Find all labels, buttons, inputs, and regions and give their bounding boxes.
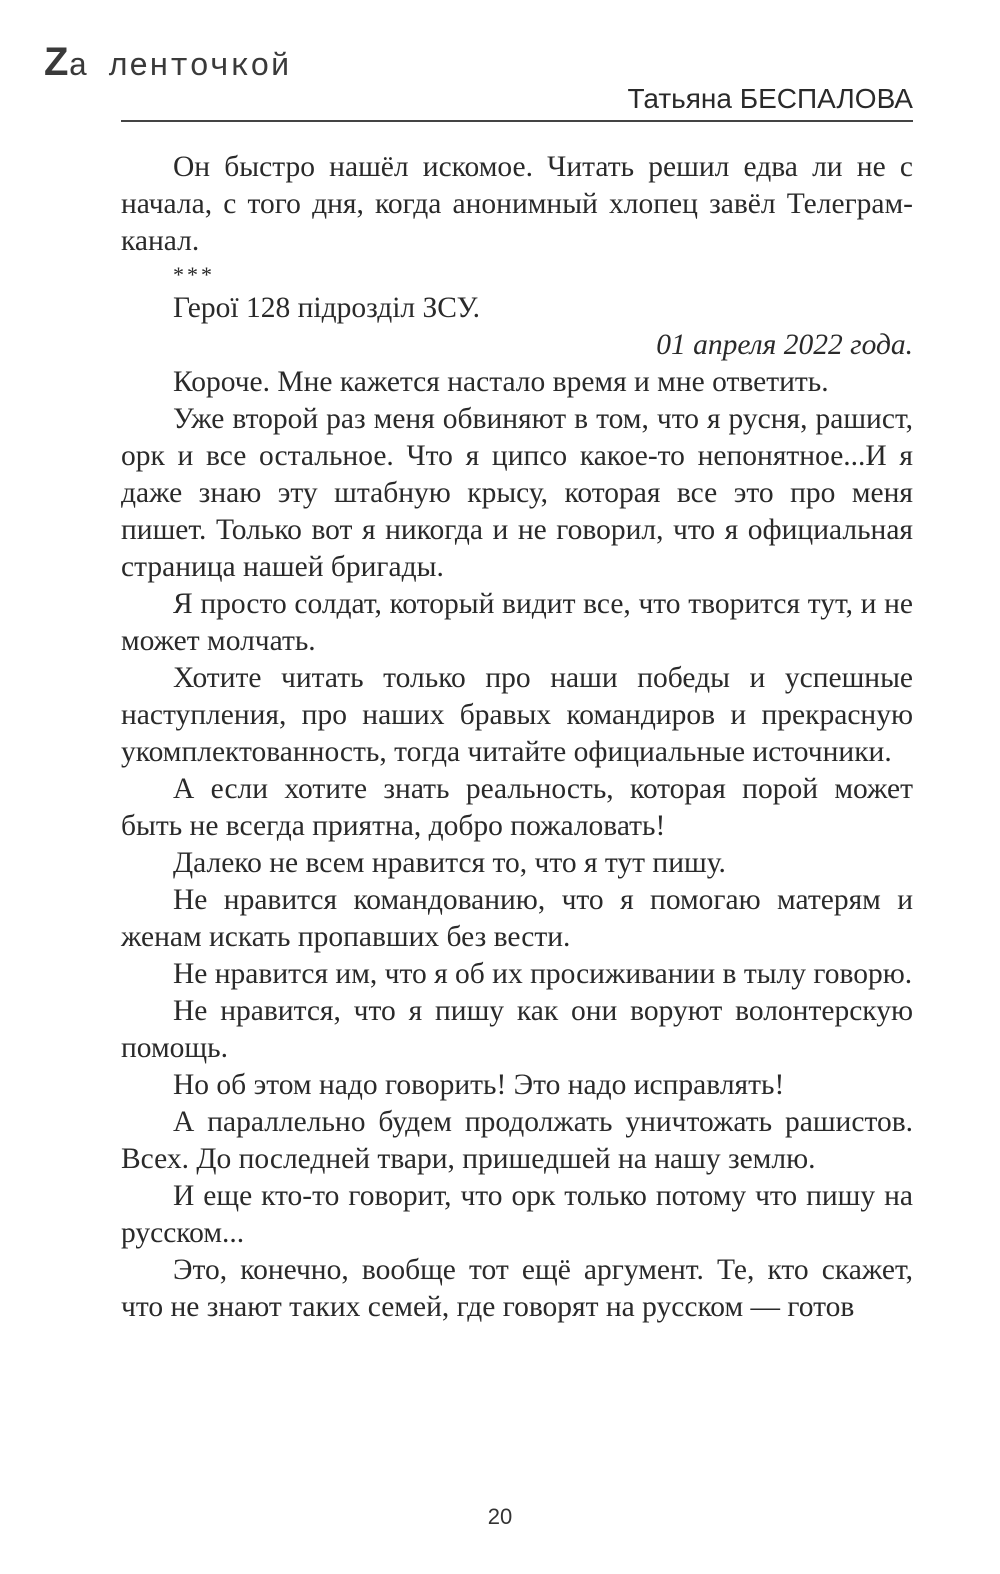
- body-paragraph: Не нравится командованию, что я помогаю матерям и женам искать пропавших без вести.: [121, 884, 913, 953]
- body-paragraph: Это, конечно, вообще тот ещё аргумент. Те, кто скажет, что не знают таких семей, где говорят на русском — готов: [121, 1254, 913, 1323]
- post-title: Герої 128 підрозділ ЗСУ.: [173, 292, 481, 324]
- body-paragraph: Уже второй раз меня обвиняют в том, что я русня, рашист, орк и все остальное. Что я ципсо какое-то непонятное...И я даже знаю эту штабную крысу, которая все это про меня пишет. Только вот я никогда и не говорил, что я официальная страница нашей бригады.: [121, 403, 913, 583]
- page-body: [121, 149, 913, 1326]
- running-title: [44, 40, 291, 85]
- body-paragraph: А параллельно будем продолжать уничтожать рашистов. Всех. До последней твари, пришедшей на нашу землю.: [121, 1106, 913, 1175]
- running-title-rest: а ленточкой: [68, 48, 291, 85]
- body-paragraph: Короче. Мне кажется настало время и мне ответить.: [173, 366, 829, 398]
- body-paragraph: Не нравится, что я пишу как они воруют волонтерскую помощь.: [121, 995, 913, 1064]
- page-number: 20: [487, 1504, 513, 1529]
- body-paragraph: И еще кто-то говорит, что орк только потому что пишу на русском...: [121, 1180, 913, 1249]
- post-date: 01 апреля 2022 года.: [656, 329, 913, 361]
- intro-paragraph: Он быстро нашёл искомое. Читать решил едва ли не с начала, с того дня, когда анонимный хлопец завёл Телеграм-канал.: [121, 151, 913, 257]
- running-title-initial: Z: [44, 40, 69, 84]
- body-paragraph: Но об этом надо говорить! Это надо исправлять!: [173, 1069, 785, 1101]
- body-paragraph: Я просто солдат, который видит все, что творится тут, и не может молчать.: [121, 588, 913, 657]
- body-paragraph: Далеко не всем нравится то, что я тут пишу.: [173, 847, 726, 879]
- body-paragraph: Хотите читать только про наши победы и успешные наступления, про наших бравых командиров и прекрасную укомплектованность, тогда читайте официальные источники.: [121, 662, 913, 768]
- header-divider: [121, 120, 913, 122]
- author-name: Татьяна БЕСПАЛОВА: [627, 83, 913, 114]
- body-paragraph: А если хотите знать реальность, которая порой может быть не всегда приятна, добро пожаловать!: [121, 773, 913, 842]
- body-paragraph: Не нравится им, что я об их просиживании в тылу говорю.: [173, 958, 913, 990]
- section-separator: ***: [173, 262, 215, 287]
